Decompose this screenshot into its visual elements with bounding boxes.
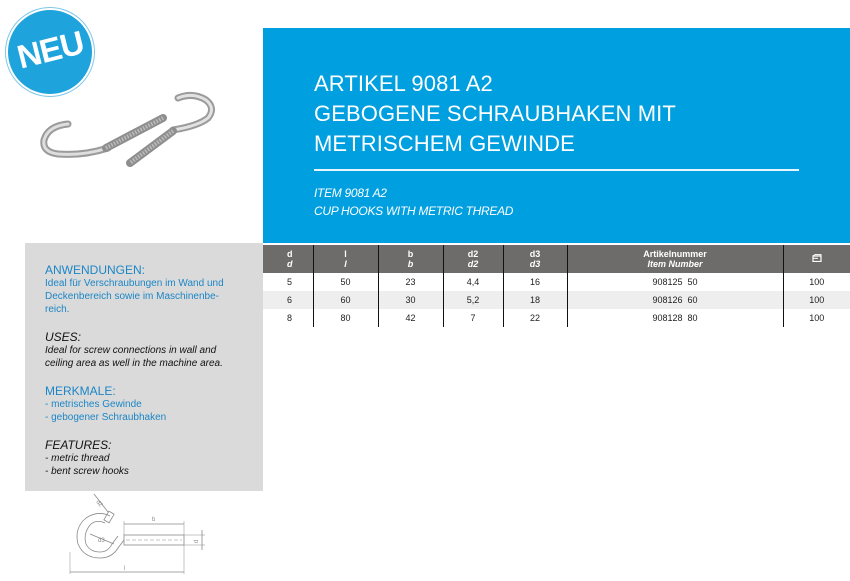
- col-header-d2: d2 d2: [443, 245, 503, 273]
- cell-d: 5: [287, 277, 293, 287]
- uses-de-text: Ideal für Verschraubungen im Wand und: [45, 278, 224, 289]
- features-en-item: - bent screw hooks: [45, 466, 129, 477]
- title-german: [314, 69, 676, 159]
- features-de-item: - metrisches Gewinde: [45, 399, 142, 410]
- uses-de-heading: ANWENDUNGEN:: [45, 263, 146, 277]
- cell-l: 50: [313, 273, 378, 291]
- uses-de-text: reich.: [45, 304, 70, 315]
- cell-d2: 4,4: [443, 273, 503, 291]
- col-header-d: d d: [263, 245, 313, 273]
- cell-d3: 16: [503, 273, 567, 291]
- cell-d: 8: [287, 313, 293, 323]
- cell-d2: 5,2: [443, 291, 503, 309]
- cell-d3: 18: [503, 291, 567, 309]
- new-badge: [6, 8, 94, 96]
- col-header-l: l l: [313, 245, 378, 273]
- uses-de-text: Deckenbereich sowie im Maschinenbe-: [45, 291, 219, 302]
- spec-table-container: [263, 245, 850, 327]
- drawing-label-d2: d2: [94, 499, 104, 509]
- cell-d3: 22: [503, 309, 567, 327]
- drawing-label-b: b: [152, 517, 156, 523]
- cell-item-number: 908125 50: [567, 273, 783, 291]
- subtitle-line: CUP HOOKS WITH METRIC THREAD: [314, 204, 514, 218]
- drawing-label-l: l: [124, 566, 126, 572]
- title-english: [314, 184, 513, 220]
- cell-package-quantity: 100: [783, 309, 850, 327]
- title-panel: [263, 28, 850, 243]
- drawing-label-d: d: [194, 539, 200, 543]
- cell-d2: 7: [443, 309, 503, 327]
- title-divider: [314, 169, 799, 171]
- product-photo: [38, 88, 258, 198]
- cell-package-quantity: 100: [783, 273, 850, 291]
- new-badge-label: NEU: [13, 23, 87, 76]
- table-row: [263, 273, 850, 291]
- cell-l: 60: [313, 291, 378, 309]
- col-header-b: b b: [378, 245, 443, 273]
- col-header-item-number: Artikelnummer Item Number: [567, 245, 783, 273]
- title-line: ARTIKEL 9081 A2: [314, 71, 493, 96]
- title-line: METRISCHEM GEWINDE: [314, 131, 575, 156]
- cell-b: 30: [378, 291, 443, 309]
- cell-b: 42: [378, 309, 443, 327]
- features-en-heading: FEATURES:: [45, 438, 112, 452]
- features-en-item: - metric thread: [45, 453, 110, 464]
- subtitle-line: ITEM 9081 A2: [314, 186, 387, 200]
- info-panel: [25, 243, 263, 491]
- cell-item-number: 908126 60: [567, 291, 783, 309]
- technical-drawing: [60, 492, 220, 578]
- cell-l: 80: [313, 309, 378, 327]
- uses-en-heading: USES:: [45, 330, 82, 344]
- spec-table: [263, 245, 850, 327]
- cell-b: 23: [378, 273, 443, 291]
- table-header-row: [263, 245, 850, 273]
- drawing-label-d3: d3: [98, 538, 105, 544]
- uses-en-text: ceiling area as well in the machine area.: [45, 358, 223, 369]
- cell-d: 6: [263, 291, 313, 309]
- table-row: [263, 291, 850, 309]
- title-line: GEBOGENE SCHRAUBHAKEN MIT: [314, 101, 676, 126]
- cell-package-quantity: 100: [783, 291, 850, 309]
- features-de-item: - gebogener Schraubhaken: [45, 412, 167, 423]
- col-header-d3: d3 d3: [503, 245, 567, 273]
- uses-en-text: Ideal for screw connections in wall and: [45, 345, 217, 356]
- features-de-heading: MERKMALE:: [45, 384, 116, 398]
- package-quantity-icon: [812, 254, 822, 262]
- cell-item-number: 908128 80: [567, 309, 783, 327]
- col-header-package-quantity: [783, 245, 850, 273]
- table-row: [263, 309, 850, 327]
